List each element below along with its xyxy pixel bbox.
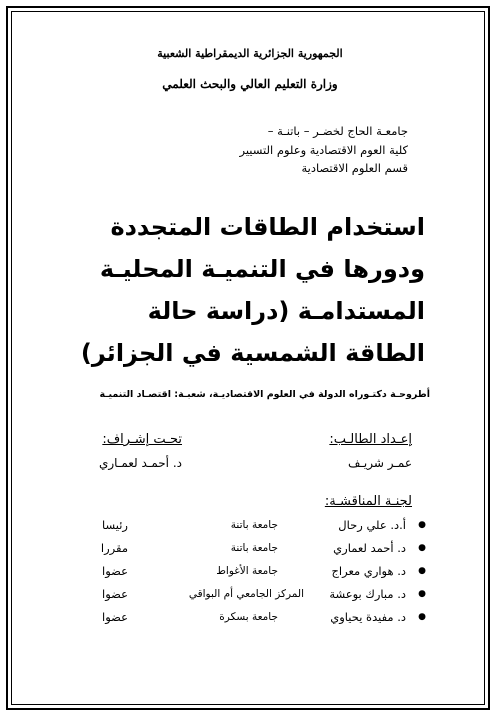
committee-label: لجنـة المناقشـة: (324, 494, 412, 509)
preparer-label: إعـداد الطالـب: (329, 432, 412, 447)
member-university: المركز الجامعي أم البواقي (188, 588, 304, 600)
member-name: د. مفيدة يحياوي (330, 610, 406, 624)
member-role: عضوا (102, 610, 128, 624)
thesis-note: أطروحـة دكتـوراه الدولة في العلوم الاقتصاديـة، شعبـة: اقتصـاد التنميـة (99, 389, 430, 400)
supervisor-label: تحـت إشـراف: (102, 432, 182, 447)
committee-member (0, 541, 500, 561)
member-name: د. مبارك بوعشة (329, 587, 406, 601)
preparer-name: عمـر شريـف (347, 456, 412, 470)
member-name: د. هواري معراج (331, 564, 406, 578)
committee-member (0, 518, 500, 538)
supervisor-name: د. أحمـد لعمـاري (98, 456, 182, 470)
bullet-icon: ● (418, 520, 426, 530)
bullet-icon: ● (418, 589, 426, 599)
member-name: أ.د. علي رحال (338, 518, 406, 532)
bullet-icon: ● (418, 566, 426, 576)
ministry-heading: وزارة التعليم العالي والبحث العلمي (162, 77, 338, 91)
member-university: جامعة الأغواط (216, 565, 278, 577)
republic-heading: الجمهورية الجزائرية الديمقراطية الشعبية (157, 47, 343, 60)
university-name: جامعـة الحاج لخضـر – باتنـة – (267, 124, 408, 138)
member-role: مقررا (100, 541, 128, 555)
committee-member (0, 587, 500, 607)
committee-member (0, 610, 500, 630)
bullet-icon: ● (418, 612, 426, 622)
member-university: جامعة باتنة (230, 519, 278, 531)
member-role: عضوا (102, 564, 128, 578)
member-university: جامعة باتنة (230, 542, 278, 554)
member-role: رئيسا (102, 518, 128, 532)
committee-member (0, 564, 500, 584)
faculty-name: كلية العوم الاقتصادية وعلوم التسيير (239, 143, 408, 157)
department-name: قسم العلوم الاقتصادية (301, 161, 408, 175)
bullet-icon: ● (418, 543, 426, 553)
thesis-title: استخدام الطاقات المتجددة ودورها في التنميـة المحليـة المستدامـة (دراسة حالة الطاقة الشمسية في الجزائر) (80, 213, 425, 367)
member-university: جامعة بسكرة (219, 611, 278, 623)
member-name: د. أحمد لعماري (333, 541, 406, 555)
member-role: عضوا (102, 587, 128, 601)
